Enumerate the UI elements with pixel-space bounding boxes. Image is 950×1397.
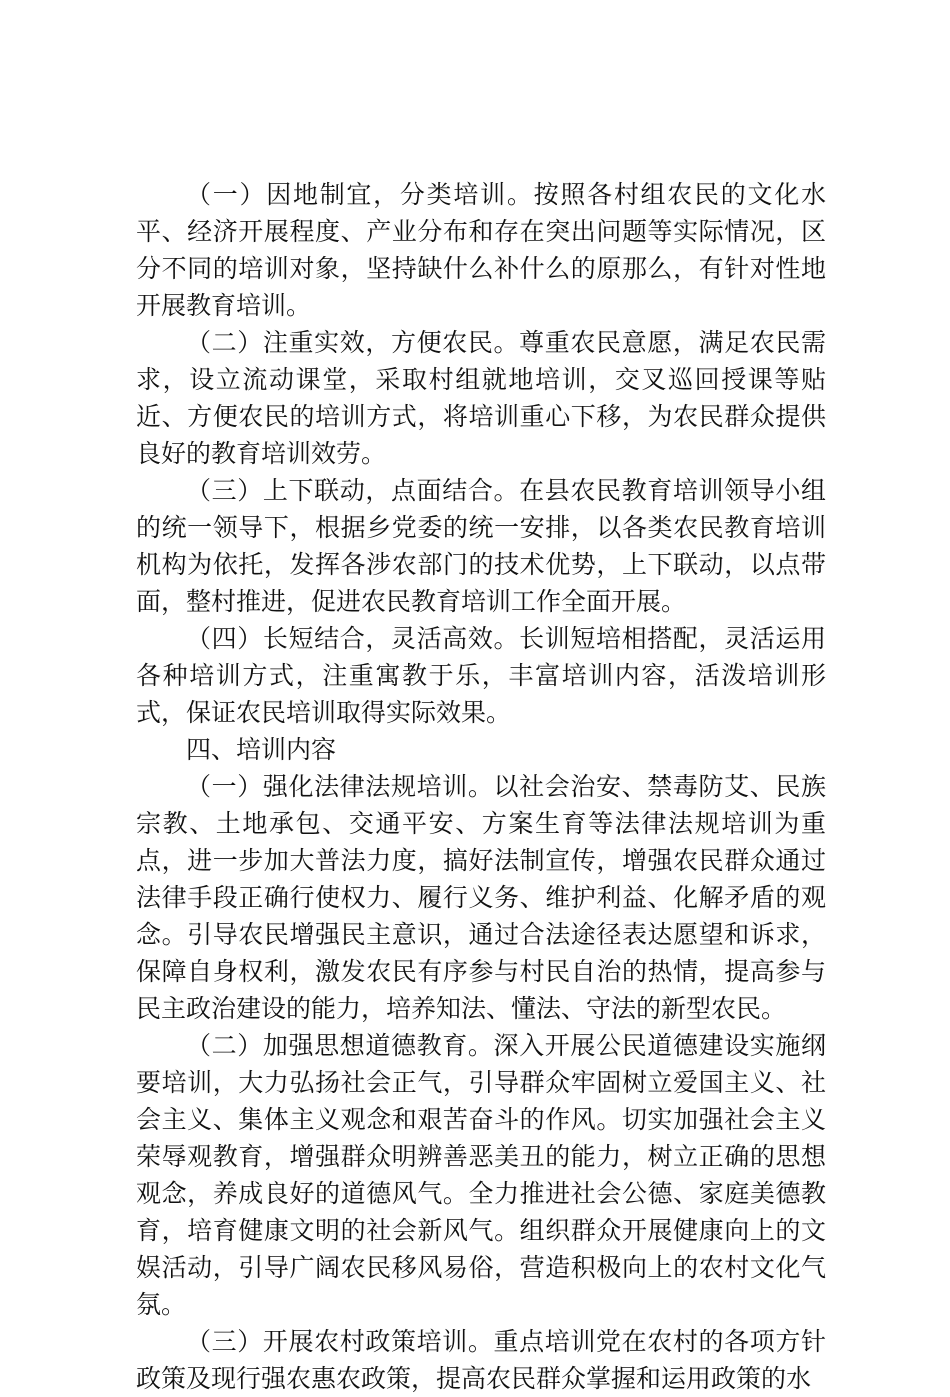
section-heading-training-content: 四、培训内容 xyxy=(186,735,337,764)
paragraph-principle-4: （四）长短结合，灵活高效。长训短培相搭配，灵活运用各种培训方式，注重寓教于乐，丰富培训内容，活泼培训形式，保证农民培训取得实际效果。 xyxy=(136,624,826,727)
paragraph-principle-3: （三）上下联动，点面结合。在县农民教育培训领导小组的统一领导下，根据乡党委的统一安排，以各类农民教育培训机构为依托，发挥各涉农部门的技术优势，上下联动，以点带面，整村推进，促进农民教育培训工作全面开展。 xyxy=(136,476,826,616)
paragraph-content-1: （一）强化法律法规培训。以社会治安、禁毒防艾、民族宗教、土地承包、交通平安、方案生育等法律法规培训为重点，进一步加大普法力度，搞好法制宣传，增强农民群众通过法律手段正确行使权力、履行义务、维护利益、化解矛盾的观念。引导农民增强民主意识，通过合法途径表达愿望和诉求，保障自身权利，激发农民有序参与村民自治的热情，提高参与民主政治建设的能力，培养知法、懂法、守法的新型农民。 xyxy=(136,772,826,1023)
document-body xyxy=(136,176,826,1397)
paragraph-content-3: （三）开展农村政策培训。重点培训党在农村的各项方针政策及现行强农惠农政策，提高农民群众掌握和运用政策的水 xyxy=(136,1327,826,1393)
paragraph-content-2: （二）加强思想道德教育。深入开展公民道德建设实施纲要培训，大力弘扬社会正气，引导群众牢固树立爱国主义、社会主义、集体主义观念和艰苦奋斗的作风。切实加强社会主义荣辱观教育，增强群众明辨善恶美丑的能力，树立正确的思想观念，养成良好的道德风气。全力推进社会公德、家庭美德教育，培育健康文明的社会新风气。组织群众开展健康向上的文娱活动，引导广阔农民移风易俗，营造积极向上的农村文化气氛。 xyxy=(136,1031,826,1319)
paragraph-principle-1: （一）因地制宜，分类培训。按照各村组农民的文化水平、经济开展程度、产业分布和存在突出问题等实际情况，区分不同的培训对象，坚持缺什么补什么的原那么，有针对性地开展教育培训。 xyxy=(136,180,826,320)
paragraph-principle-2: （二）注重实效，方便农民。尊重农民意愿，满足农民需求，设立流动课堂，采取村组就地培训，交叉巡回授课等贴近、方便农民的培训方式，将培训重心下移，为农民群众提供良好的教育培训效劳。 xyxy=(136,328,826,468)
